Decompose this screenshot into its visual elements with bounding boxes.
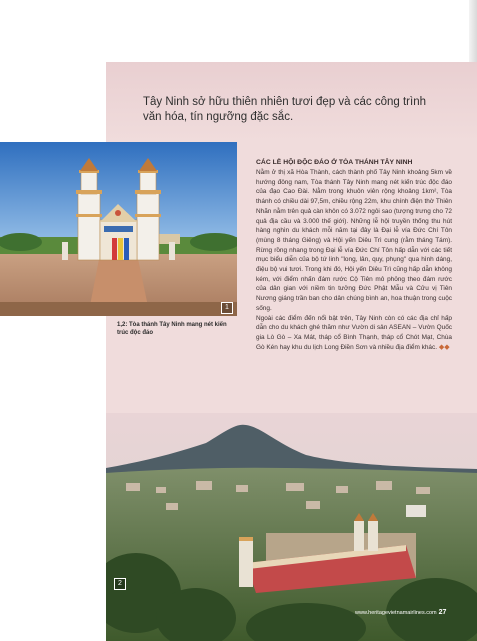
article-body (256, 158, 452, 352)
aerial-illustration (106, 413, 477, 641)
article-heading: CÁC LỄ HỘI ĐỘC ĐÁO Ở TÒA THÁNH TÂY NINH (256, 159, 413, 166)
photo-caption: 1,2: Tòa thánh Tây Ninh mang nét kiến trúc độc đáo (117, 322, 227, 336)
article-paragraph-2-text: Ngoài các điểm đến nổi bật trên, Tây Ninh còn có các địa chỉ hấp dẫn cho du khách ghé thăm như Vườn di sản ASEAN – Vườn Quốc gia Lò Gò – Xa Mát, tháp cổ Bình Thạnh, tháp cổ Chót Mạt, Chùa Gò Kén hay khu du lịch Long Điền Sơn và nhiều địa điểm khác. (256, 314, 452, 351)
article-paragraph-2 (256, 314, 452, 353)
photo-number-badge: 1 (221, 302, 233, 314)
footer-website: www.heritagevietnamairlines.com (355, 610, 437, 616)
holy-see-illustration (0, 142, 237, 316)
photo-number-badge-2: 2 (114, 578, 126, 590)
photo-aerial-view (106, 413, 477, 641)
page-number: 27 (438, 609, 447, 616)
article-paragraph-1: Nằm ở thị xã Hòa Thành, cách thành phố Tây Ninh khoảng 5km về hướng đông nam, Tòa thánh Tây Ninh mang nét kiến trúc độc đáo của đạo Cao Đài. Nằm trong khuôn viên rộng khoảng 1km², Tòa thánh có chiều dài 97,5m, chiều rộng 22m, khu chính điện thờ Thiên Nhãn nằm trên quả càn khôn có 3.072 ngôi sao (tượng trưng cho 72 quả địa cầu và 3.000 thế giới). Những lễ hội truyền thống thu hút hàng nghìn du khách mỗi năm tại đây là Đại lễ vía Đức Chí Tôn (mùng 8 tháng Giêng) và Hội yến Diêu Trì cung (rằm tháng Tám). Rừng rồng nhang trong Đại lễ vía Đức Chí Tôn hấp dẫn với các tiết mục biểu diễn của bộ tứ linh "long, lân, quy, phụng" qua hình dáng, điệu bộ vui tươi. Trong khi đó, Hội yến Diêu Trì cũng hấp dẫn không kém, với điểm nhấn đám rước Cộ Tiên mô phỏng theo đám rước của dân gian với niềm tin tưởng Đức Phật Mẫu và Cửu vị Tiên Nương giáng trần ban cho dân chúng bình an, hoa thuận trong cuộc sống. (256, 169, 452, 312)
lead-text: Tây Ninh sở hữu thiên nhiên tươi đẹp và các công trình văn hóa, tín ngưỡng đặc sắc. (143, 96, 426, 123)
page-footer (355, 609, 446, 616)
photo-holy-see-front (0, 142, 237, 316)
end-mark-icon: ◆◆ (438, 343, 450, 351)
